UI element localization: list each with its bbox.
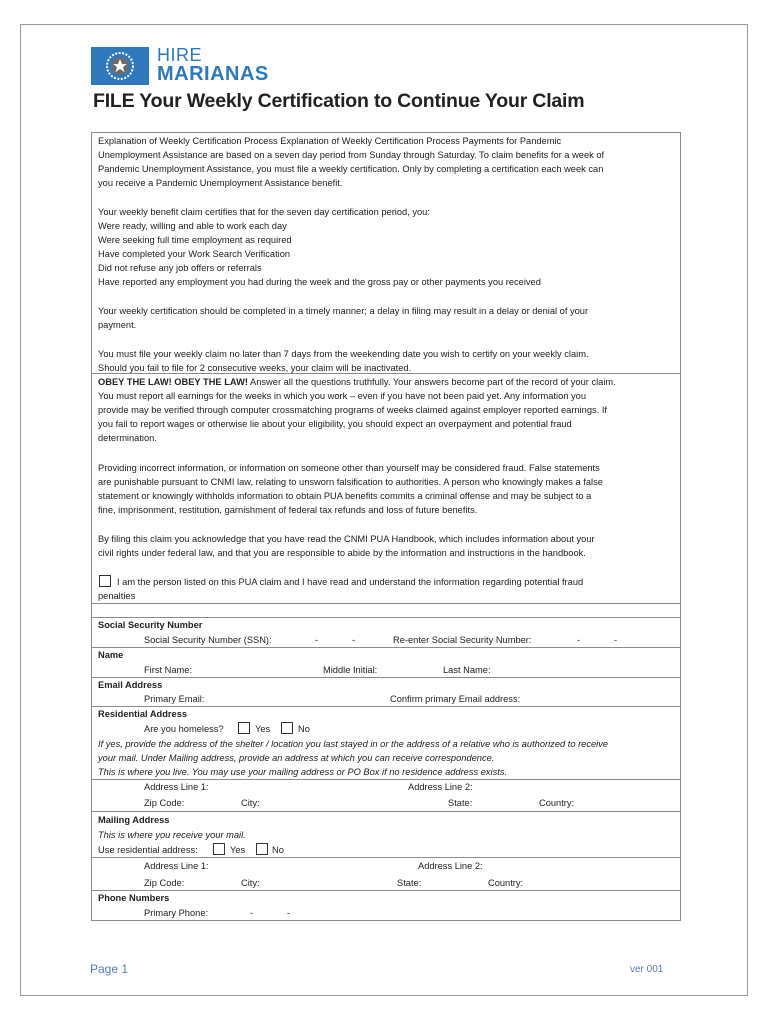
ssn-reenter-dash: - bbox=[614, 635, 618, 645]
phone-dash: - bbox=[250, 908, 254, 918]
name-heading: Name bbox=[98, 650, 124, 660]
homeless-yes-checkbox[interactable] bbox=[238, 722, 250, 734]
phone-dash: - bbox=[287, 908, 291, 918]
ssn-reenter-dash: - bbox=[577, 635, 581, 645]
homeless-label: Are you homeless? bbox=[144, 724, 224, 734]
page-title: FILE Your Weekly Certification to Continue Your Claim bbox=[93, 90, 585, 112]
mail-state-label: State: bbox=[397, 878, 422, 888]
hire-marianas-logo bbox=[91, 47, 281, 85]
mail-zip-label: Zip Code: bbox=[144, 878, 185, 888]
fraud-line: are punishable pursuant to CNMI law, relating to unsworn falsification to authorities. A person who knowingly makes a false bbox=[98, 477, 603, 487]
obey-text: Answer all the questions truthfully. Your answers become part of the record of your claim. bbox=[247, 377, 616, 387]
email-heading: Email Address bbox=[98, 680, 163, 690]
divider bbox=[91, 857, 681, 858]
certify-item: Were ready, willing and able to work each day bbox=[98, 221, 287, 231]
homeless-no-label: No bbox=[298, 724, 310, 734]
logo-text-hire: HIRE bbox=[157, 45, 203, 65]
middle-initial-label: Middle Initial: bbox=[323, 665, 378, 675]
fraud-line: statement or knowingly withholds information to obtain PUA benefits commits a criminal offense and may be subject to a bbox=[98, 491, 592, 501]
intro-line: you receive a Pandemic Unemployment Assistance benefit. bbox=[98, 178, 343, 188]
obey-line: determination. bbox=[98, 433, 157, 443]
ssn-reenter-label: Re-enter Social Security Number: bbox=[393, 635, 532, 645]
divider bbox=[91, 603, 681, 604]
fraud-line: fine, imprisonment, restitution, garnishment of federal tax refunds and loss of future benefits. bbox=[98, 505, 478, 515]
handbook-line: civil rights under federal law, and that you are responsible to abide by the information and instructions in the handbook. bbox=[98, 548, 586, 558]
intro-line: Unemployment Assistance are based on a seven day period from Sunday through Saturday. To claim benefits for a week of bbox=[98, 150, 605, 160]
mail-address-line2-label: Address Line 2: bbox=[418, 861, 483, 871]
divider bbox=[91, 647, 681, 648]
timely-line: payment. bbox=[98, 320, 137, 330]
ack-label: penalties bbox=[98, 591, 136, 601]
page-number: Page 1 bbox=[90, 962, 129, 976]
homeless-note: If yes, provide the address of the shelter / location you last stayed in or the address of a relative who is authorized to receive bbox=[98, 739, 609, 749]
certify-line: Your weekly benefit claim certifies that for the seven day certification period, you: bbox=[98, 207, 430, 217]
mailing-note: This is where you receive your mail. bbox=[98, 830, 246, 840]
homeless-yes-label: Yes bbox=[255, 724, 271, 734]
ssn-heading: Social Security Number bbox=[98, 620, 203, 630]
ssn-dash: - bbox=[315, 635, 319, 645]
homeless-no-checkbox[interactable] bbox=[281, 722, 293, 734]
primary-phone-label: Primary Phone: bbox=[144, 908, 209, 918]
deadline-line: You must file your weekly claim no later than 7 days from the weekending date you wish to certify on your weekly claim. bbox=[98, 349, 589, 359]
use-res-yes-checkbox[interactable] bbox=[213, 843, 225, 855]
intro-line: Pandemic Unemployment Assistance, you must file a weekly certification. Only by completing a certification each week can bbox=[98, 164, 604, 174]
ack-checkbox[interactable] bbox=[99, 575, 111, 587]
mail-address-line1-label: Address Line 1: bbox=[144, 861, 209, 871]
phone-heading: Phone Numbers bbox=[98, 893, 170, 903]
mail-city-label: City: bbox=[241, 878, 260, 888]
residence-note: This is where you live. You may use your mailing address or PO Box if no residence address exists. bbox=[98, 767, 508, 777]
ssn-dash: - bbox=[352, 635, 356, 645]
cnmi-flag-icon bbox=[91, 47, 149, 85]
first-name-label: First Name: bbox=[144, 665, 193, 675]
use-res-yes-label: Yes bbox=[230, 845, 246, 855]
obey-line: you fail to report wages or otherwise lie about your eligibility, you should expect an overpayment and potential fraud bbox=[98, 419, 572, 429]
res-address-line2-label: Address Line 2: bbox=[408, 782, 473, 792]
use-res-no-checkbox[interactable] bbox=[256, 843, 268, 855]
use-residential-label: Use residential address: bbox=[98, 845, 198, 855]
divider bbox=[91, 677, 681, 678]
res-city-label: City: bbox=[241, 798, 260, 808]
mail-country-label: Country: bbox=[488, 878, 524, 888]
certify-item: Have completed your Work Search Verification bbox=[98, 249, 291, 259]
divider bbox=[91, 373, 681, 374]
use-res-no-label: No bbox=[272, 845, 284, 855]
obey-line: provide may be verified through computer crossmatching programs of weeks claimed against employer reported earnings. If bbox=[98, 405, 607, 415]
version-label: ver 001 bbox=[630, 964, 664, 975]
intro-line: Explanation of Weekly Certification Process Explanation of Weekly Certification Process Payments for Pandemic bbox=[98, 136, 562, 146]
logo-text-marianas: MARIANAS bbox=[157, 63, 269, 85]
certify-item: Did not refuse any job offers or referrals bbox=[98, 263, 262, 273]
res-state-label: State: bbox=[448, 798, 473, 808]
res-country-label: Country: bbox=[539, 798, 575, 808]
handbook-line: By filing this claim you acknowledge that you have read the CNMI PUA Handbook, which includes information about your bbox=[98, 534, 595, 544]
obey-heading: OBEY THE LAW! OBEY THE LAW! bbox=[98, 377, 248, 387]
obey-line: You must report all earnings for the weeks in which you work – even if you have not been paid yet. Any information you bbox=[98, 391, 587, 401]
ssn-label: Social Security Number (SSN): bbox=[144, 635, 272, 645]
res-address-line1-label: Address Line 1: bbox=[144, 782, 209, 792]
obey-line bbox=[98, 375, 678, 389]
certify-item: Were seeking full time employment as required bbox=[98, 235, 292, 245]
primary-email-label: Primary Email: bbox=[144, 694, 205, 704]
residential-heading: Residential Address bbox=[98, 709, 188, 719]
fraud-line: Providing incorrect information, or information on someone other than yourself may be considered fraud. False statements bbox=[98, 463, 600, 473]
res-zip-label: Zip Code: bbox=[144, 798, 185, 808]
divider bbox=[91, 890, 681, 891]
timely-line: Your weekly certification should be completed in a timely manner; a delay in filing may result in a delay or denial of your bbox=[98, 306, 589, 316]
deadline-line: Should you fail to file for 2 consecutive weeks, your claim will be inactivated. bbox=[98, 363, 412, 373]
certify-item: Have reported any employment you had during the week and the gross pay or other payments you received bbox=[98, 277, 541, 287]
ack-label: I am the person listed on this PUA claim and I have read and understand the information regarding potential fraud bbox=[117, 577, 584, 587]
mailing-heading: Mailing Address bbox=[98, 815, 170, 825]
homeless-note: your mail. Under Mailing address, provide an address at which you can receive correspondence. bbox=[98, 753, 495, 763]
last-name-label: Last Name: bbox=[443, 665, 491, 675]
confirm-email-label: Confirm primary Email address: bbox=[390, 694, 521, 704]
divider bbox=[91, 811, 681, 812]
